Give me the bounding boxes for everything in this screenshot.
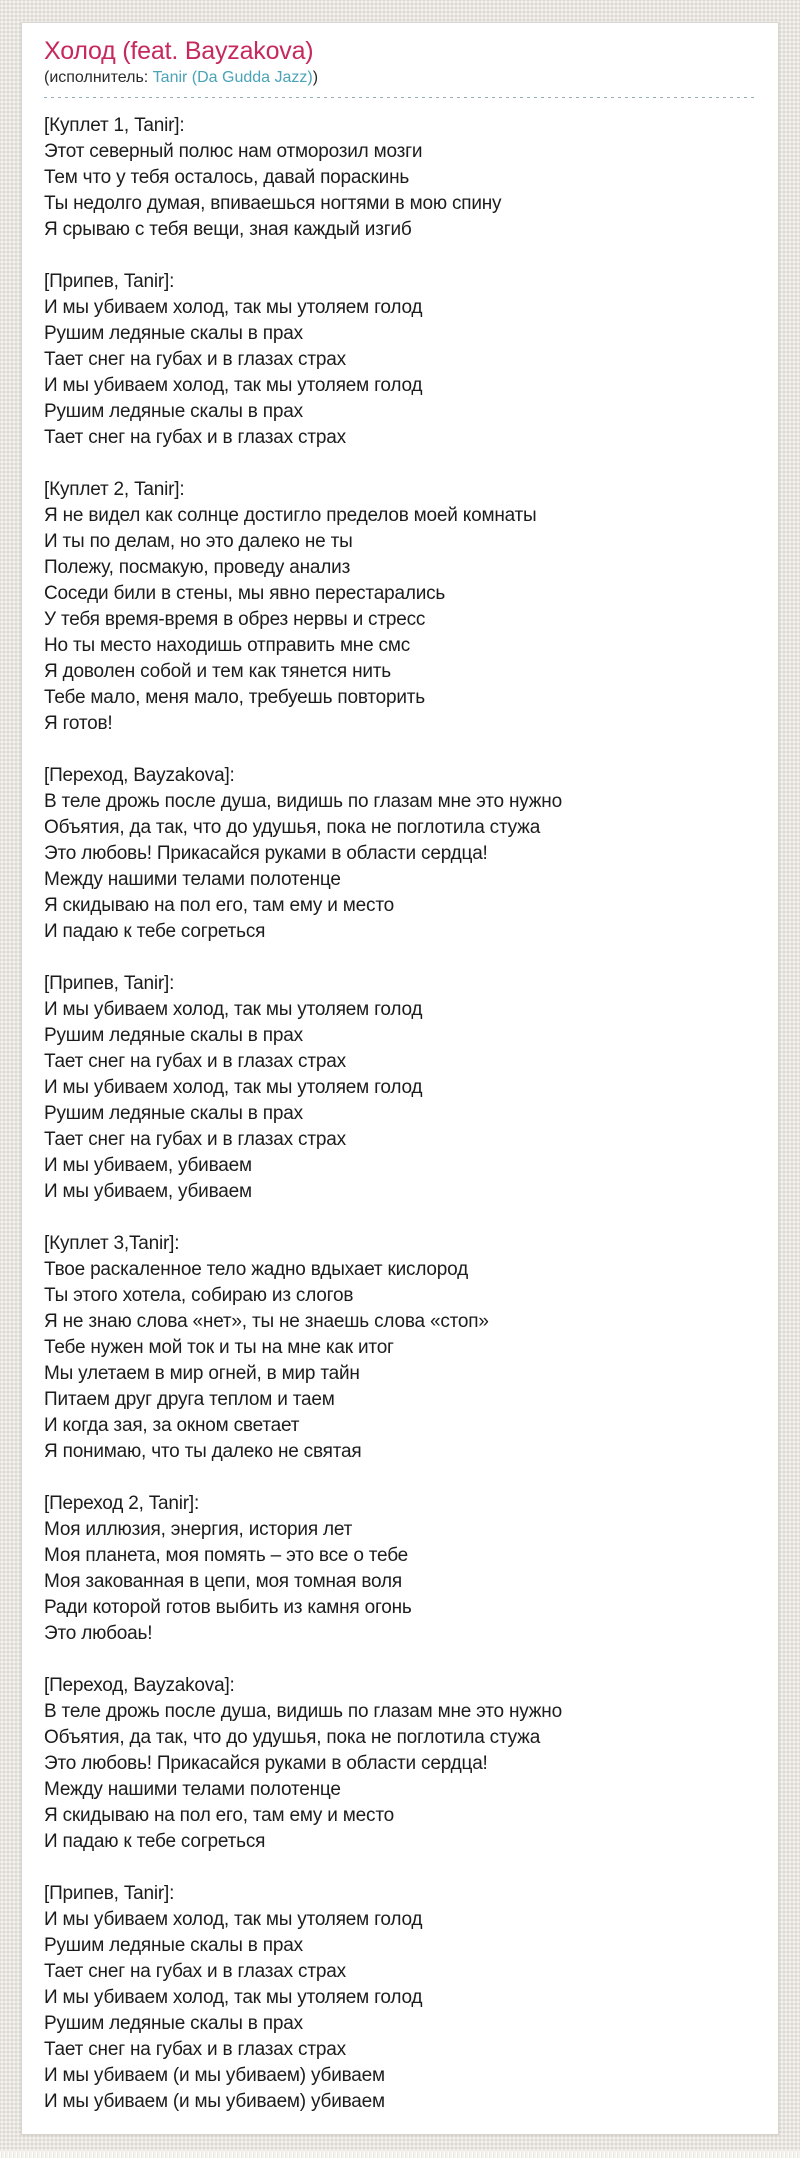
section-header: [Переход, Bayzakova]: xyxy=(44,765,235,786)
section-header: [Куплет 3,Tanir]: xyxy=(44,1233,180,1254)
lyric-line: И когда зая, за окном светает xyxy=(44,1415,300,1436)
lyric-line: Но ты место находишь отправить мне смс xyxy=(44,635,411,656)
lyric-line: Тает снег на губах и в глазах страх xyxy=(44,1051,346,1072)
lyric-line: В теле дрожь после душа, видишь по глазам мне это нужно xyxy=(44,1701,562,1722)
stanza xyxy=(44,477,756,737)
lyric-line: Моя иллюзия, энергия, история лет xyxy=(44,1519,353,1540)
lyric-line: И мы убиваем, убиваем xyxy=(44,1181,252,1202)
lyric-line: Тает снег на губах и в глазах страх xyxy=(44,1961,346,1982)
lyric-line: И мы убиваем холод, так мы утоляем голод xyxy=(44,375,423,396)
lyric-line: И мы убиваем холод, так мы утоляем голод xyxy=(44,1077,423,1098)
lyric-line: У тебя время-время в обрез нервы и стресс xyxy=(44,609,426,630)
lyric-line: Тает снег на губах и в глазах страх xyxy=(44,349,346,370)
lyric-line: Между нашими телами полотенце xyxy=(44,869,341,890)
section-header: [Куплет 1, Tanir]: xyxy=(44,115,185,136)
lyric-line: И мы убиваем (и мы убиваем) убиваем xyxy=(44,2065,385,2086)
artist-line xyxy=(44,68,756,88)
lyric-line: И мы убиваем холод, так мы утоляем голод xyxy=(44,1987,423,2008)
lyric-line: И мы убиваем холод, так мы утоляем голод xyxy=(44,297,423,318)
lyric-line: Я скидываю на пол его, там ему и место xyxy=(44,895,394,916)
lyric-line: Я не знаю слова «нет», ты не знаешь слова «стоп» xyxy=(44,1311,489,1332)
lyric-line: Это любовь! Прикасайся руками в области сердца! xyxy=(44,1753,488,1774)
lyric-line: Этот северный полюс нам отморозил мозги xyxy=(44,141,423,162)
lyric-line: И мы убиваем (и мы убиваем) убиваем xyxy=(44,2091,385,2112)
lyric-line: И падаю к тебе согреться xyxy=(44,921,266,942)
artist-prefix: (исполнитель: xyxy=(44,69,153,86)
lyric-line: Я готов! xyxy=(44,713,113,734)
lyric-line: Объятия, да так, что до удушья, пока не поглотила стужа xyxy=(44,817,541,838)
lyric-line: Тем что у тебя осталось, давай пораскинь xyxy=(44,167,410,188)
lyric-line: Объятия, да так, что до удушья, пока не поглотила стужа xyxy=(44,1727,541,1748)
lyric-line: Твое раскаленное тело жадно вдыхает кислород xyxy=(44,1259,469,1280)
lyric-line: Я понимаю, что ты далеко не святая xyxy=(44,1441,362,1462)
stanza xyxy=(44,269,756,451)
lyric-line: Я доволен собой и тем как тянется нить xyxy=(44,661,391,682)
section-header: [Переход 2, Tanir]: xyxy=(44,1493,200,1514)
stanza xyxy=(44,763,756,945)
lyric-line: И падаю к тебе согреться xyxy=(44,1831,266,1852)
stanza xyxy=(44,1673,756,1855)
lyric-line: Я скидываю на пол его, там ему и место xyxy=(44,1805,394,1826)
lyric-line: Ты недолго думая, впиваешься ногтями в мою спину xyxy=(44,193,502,214)
lyric-line: Рушим ледяные скалы в прах xyxy=(44,401,303,422)
stanza xyxy=(44,971,756,1205)
lyric-line: И мы убиваем холод, так мы утоляем голод xyxy=(44,1909,423,1930)
section-header: [Припев, Tanir]: xyxy=(44,973,175,994)
lyric-line: Тебе нужен мой ток и ты на мне как итог xyxy=(44,1337,394,1358)
lyric-line: Соседи били в стены, мы явно перестарались xyxy=(44,583,446,604)
lyric-line: И мы убиваем холод, так мы утоляем голод xyxy=(44,999,423,1020)
stanza xyxy=(44,1491,756,1647)
stanza xyxy=(44,113,756,243)
lyric-line: И мы убиваем, убиваем xyxy=(44,1155,252,1176)
lyric-line: И ты по делам, но это далеко не ты xyxy=(44,531,353,552)
lyric-line: Ты этого хотела, собираю из слогов xyxy=(44,1285,354,1306)
lyric-line: Между нашими телами полотенце xyxy=(44,1779,341,1800)
lyric-line: Это любоаь! xyxy=(44,1623,153,1644)
lyric-line: Я срываю с тебя вещи, зная каждый изгиб xyxy=(44,219,412,240)
section-header: [Припев, Tanir]: xyxy=(44,271,175,292)
lyric-line: Рушим ледяные скалы в прах xyxy=(44,1103,303,1124)
lyric-line: Рушим ледяные скалы в прах xyxy=(44,1935,303,1956)
lyric-line: Ради которой готов выбить из камня огонь xyxy=(44,1597,412,1618)
lyric-line: Тает снег на губах и в глазах страх xyxy=(44,2039,346,2060)
lyric-line: Моя планета, моя помять – это все о тебе xyxy=(44,1545,409,1566)
section-header: [Переход, Bayzakova]: xyxy=(44,1675,235,1696)
lyric-line: Полежу, посмакую, проведу анализ xyxy=(44,557,351,578)
lyric-line: Это любовь! Прикасайся руками в области сердца! xyxy=(44,843,488,864)
dotted-divider xyxy=(44,96,756,98)
lyric-line: Рушим ледяные скалы в прах xyxy=(44,323,303,344)
artist-suffix: ) xyxy=(312,69,319,86)
lyric-line: Моя закованная в цепи, моя томная воля xyxy=(44,1571,402,1592)
lyric-line: Питаем друг друга теплом и таем xyxy=(44,1389,335,1410)
stanza xyxy=(44,1881,756,2115)
lyric-line: Тает снег на губах и в глазах страх xyxy=(44,427,346,448)
lyric-line: Мы улетаем в мир огней, в мир тайн xyxy=(44,1363,360,1384)
lyric-line: Я не видел как солнце достигло пределов моей комнаты xyxy=(44,505,537,526)
section-header: [Припев, Tanir]: xyxy=(44,1883,175,1904)
lyric-line: В теле дрожь после душа, видишь по глазам мне это нужно xyxy=(44,791,562,812)
lyrics-text xyxy=(44,113,756,2115)
lyric-line: Рушим ледяные скалы в прах xyxy=(44,2013,303,2034)
footer-texture-strip xyxy=(0,2151,800,2158)
lyric-line: Тебе мало, меня мало, требуешь повторить xyxy=(44,687,425,708)
section-header: [Куплет 2, Tanir]: xyxy=(44,479,185,500)
lyric-line: Тает снег на губах и в глазах страх xyxy=(44,1129,346,1150)
lyrics-card xyxy=(21,22,779,2135)
lyric-line: Рушим ледяные скалы в прах xyxy=(44,1025,303,1046)
artist-link[interactable]: Tanir (Da Gudda Jazz) xyxy=(152,69,313,86)
stanza xyxy=(44,1231,756,1465)
song-title: Холод (feat. Bayzakova) xyxy=(44,37,314,65)
